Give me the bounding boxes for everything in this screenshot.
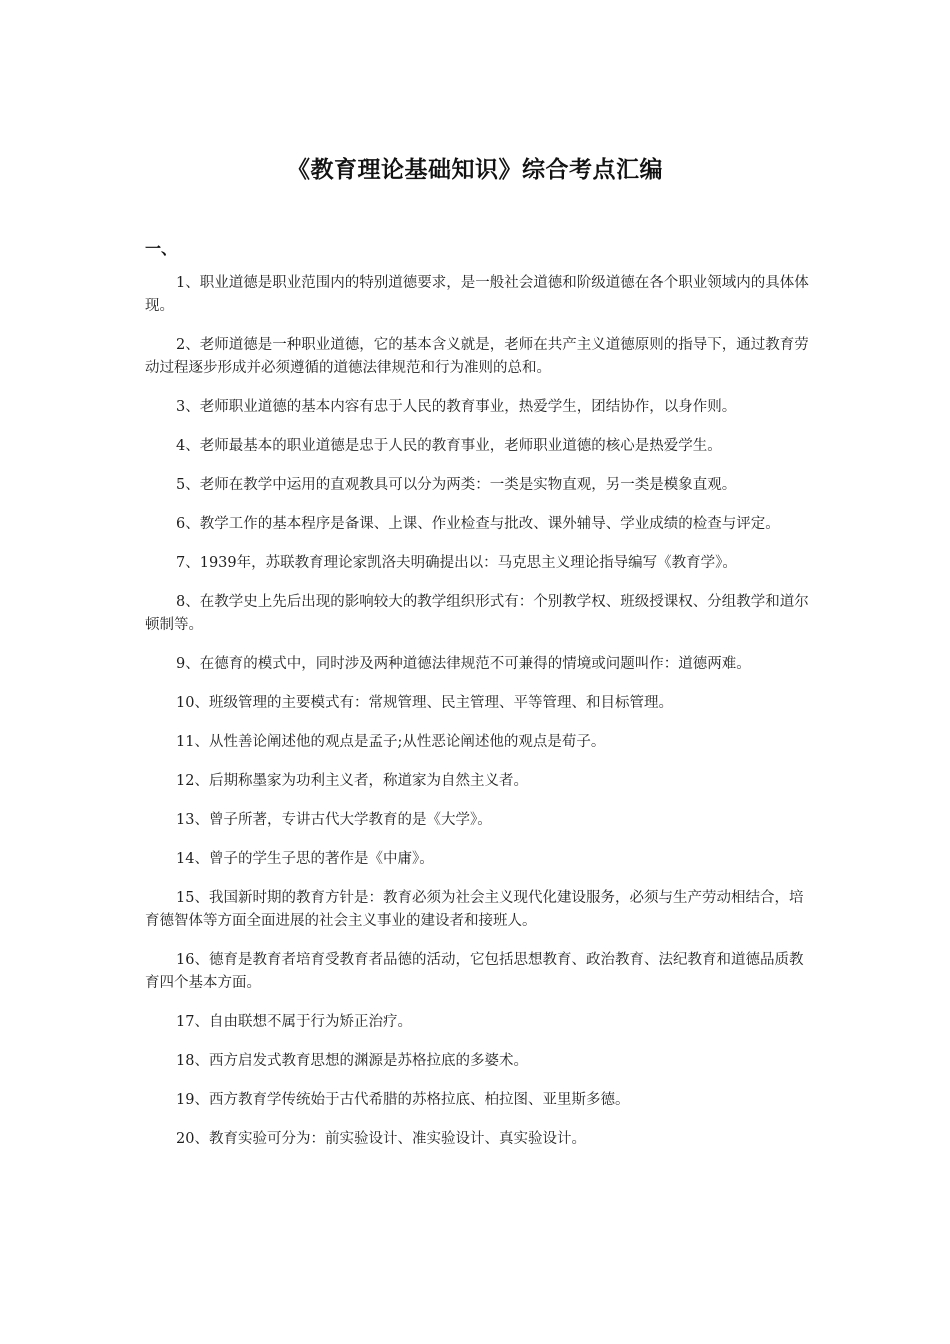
list-item: 7、1939年，苏联教育理论家凯洛夫明确提出以：马克思主义理论指导编写《教育学》。 (176, 555, 737, 571)
list-item: 19、西方教育学传统始于古代希腊的苏格拉底、柏拉图、亚里斯多德。 (176, 1092, 630, 1108)
list-item: 18、西方启发式教育思想的渊源是苏格拉底的多婆术。 (176, 1053, 528, 1069)
knowledge-point-list (145, 272, 817, 1167)
list-item: 3、老师职业道德的基本内容有忠于人民的教育事业，热爱学生，团结协作，以身作则。 (176, 399, 737, 415)
list-item: 6、教学工作的基本程序是备课、上课、作业检查与批改、课外辅导、学业成绩的检查与评定。 (176, 516, 780, 532)
list-item: 4、老师最基本的职业道德是忠于人民的教育事业，老师职业道德的核心是热爱学生。 (176, 438, 722, 454)
list-item: 17、自由联想不属于行为矫正治疗。 (176, 1014, 412, 1030)
list-item: 9、在德育的模式中，同时涉及两种道德法律规范不可兼得的情境或问题叫作：道德两难。 (176, 656, 751, 672)
list-item: 15、我国新时期的教育方针是：教育必须为社会主义现代化建设服务，必须与生产劳动相结合，培育德智体等方面全面进展的社会主义事业的建设者和接班人。 (145, 890, 804, 929)
list-item: 12、后期称墨家为功利主义者，称道家为自然主义者。 (176, 773, 528, 789)
document-title: 《教育理论基础知识》综合考点汇编 (287, 157, 663, 183)
list-item: 1、职业道德是职业范围内的特别道德要求，是一般社会道德和阶级道德在各个职业领域内的具体体现。 (145, 275, 809, 314)
list-item: 13、曾子所著，专讲古代大学教育的是《大学》。 (176, 812, 492, 828)
list-item: 14、曾子的学生子思的著作是《中庸》。 (176, 851, 434, 867)
list-item: 8、在教学史上先后出现的影响较大的教学组织形式有：个别教学权、班级授课权、分组教学和道尔顿制等。 (145, 594, 809, 633)
list-item: 2、老师道德是一种职业道德，它的基本含义就是，老师在共产主义道德原则的指导下，通过教育劳动过程逐步形成并必须遵循的道德法律规范和行为准则的总和。 (145, 337, 809, 376)
list-item: 10、班级管理的主要模式有：常规管理、民主管理、平等管理、和目标管理。 (176, 695, 673, 711)
list-item: 5、老师在教学中运用的直观教具可以分为两类：一类是实物直观，另一类是模象直观。 (176, 477, 737, 493)
list-item: 11、从性善论阐述他的观点是孟子;从性恶论阐述他的观点是荀子。 (176, 734, 606, 750)
list-item: 16、德育是教育者培育受教育者品德的活动，它包括思想教育、政治教育、法纪教育和道德品质教育四个基本方面。 (145, 952, 804, 991)
section-heading: 一、 (145, 239, 178, 258)
list-item: 20、教育实验可分为：前实验设计、准实验设计、真实验设计。 (176, 1131, 586, 1147)
